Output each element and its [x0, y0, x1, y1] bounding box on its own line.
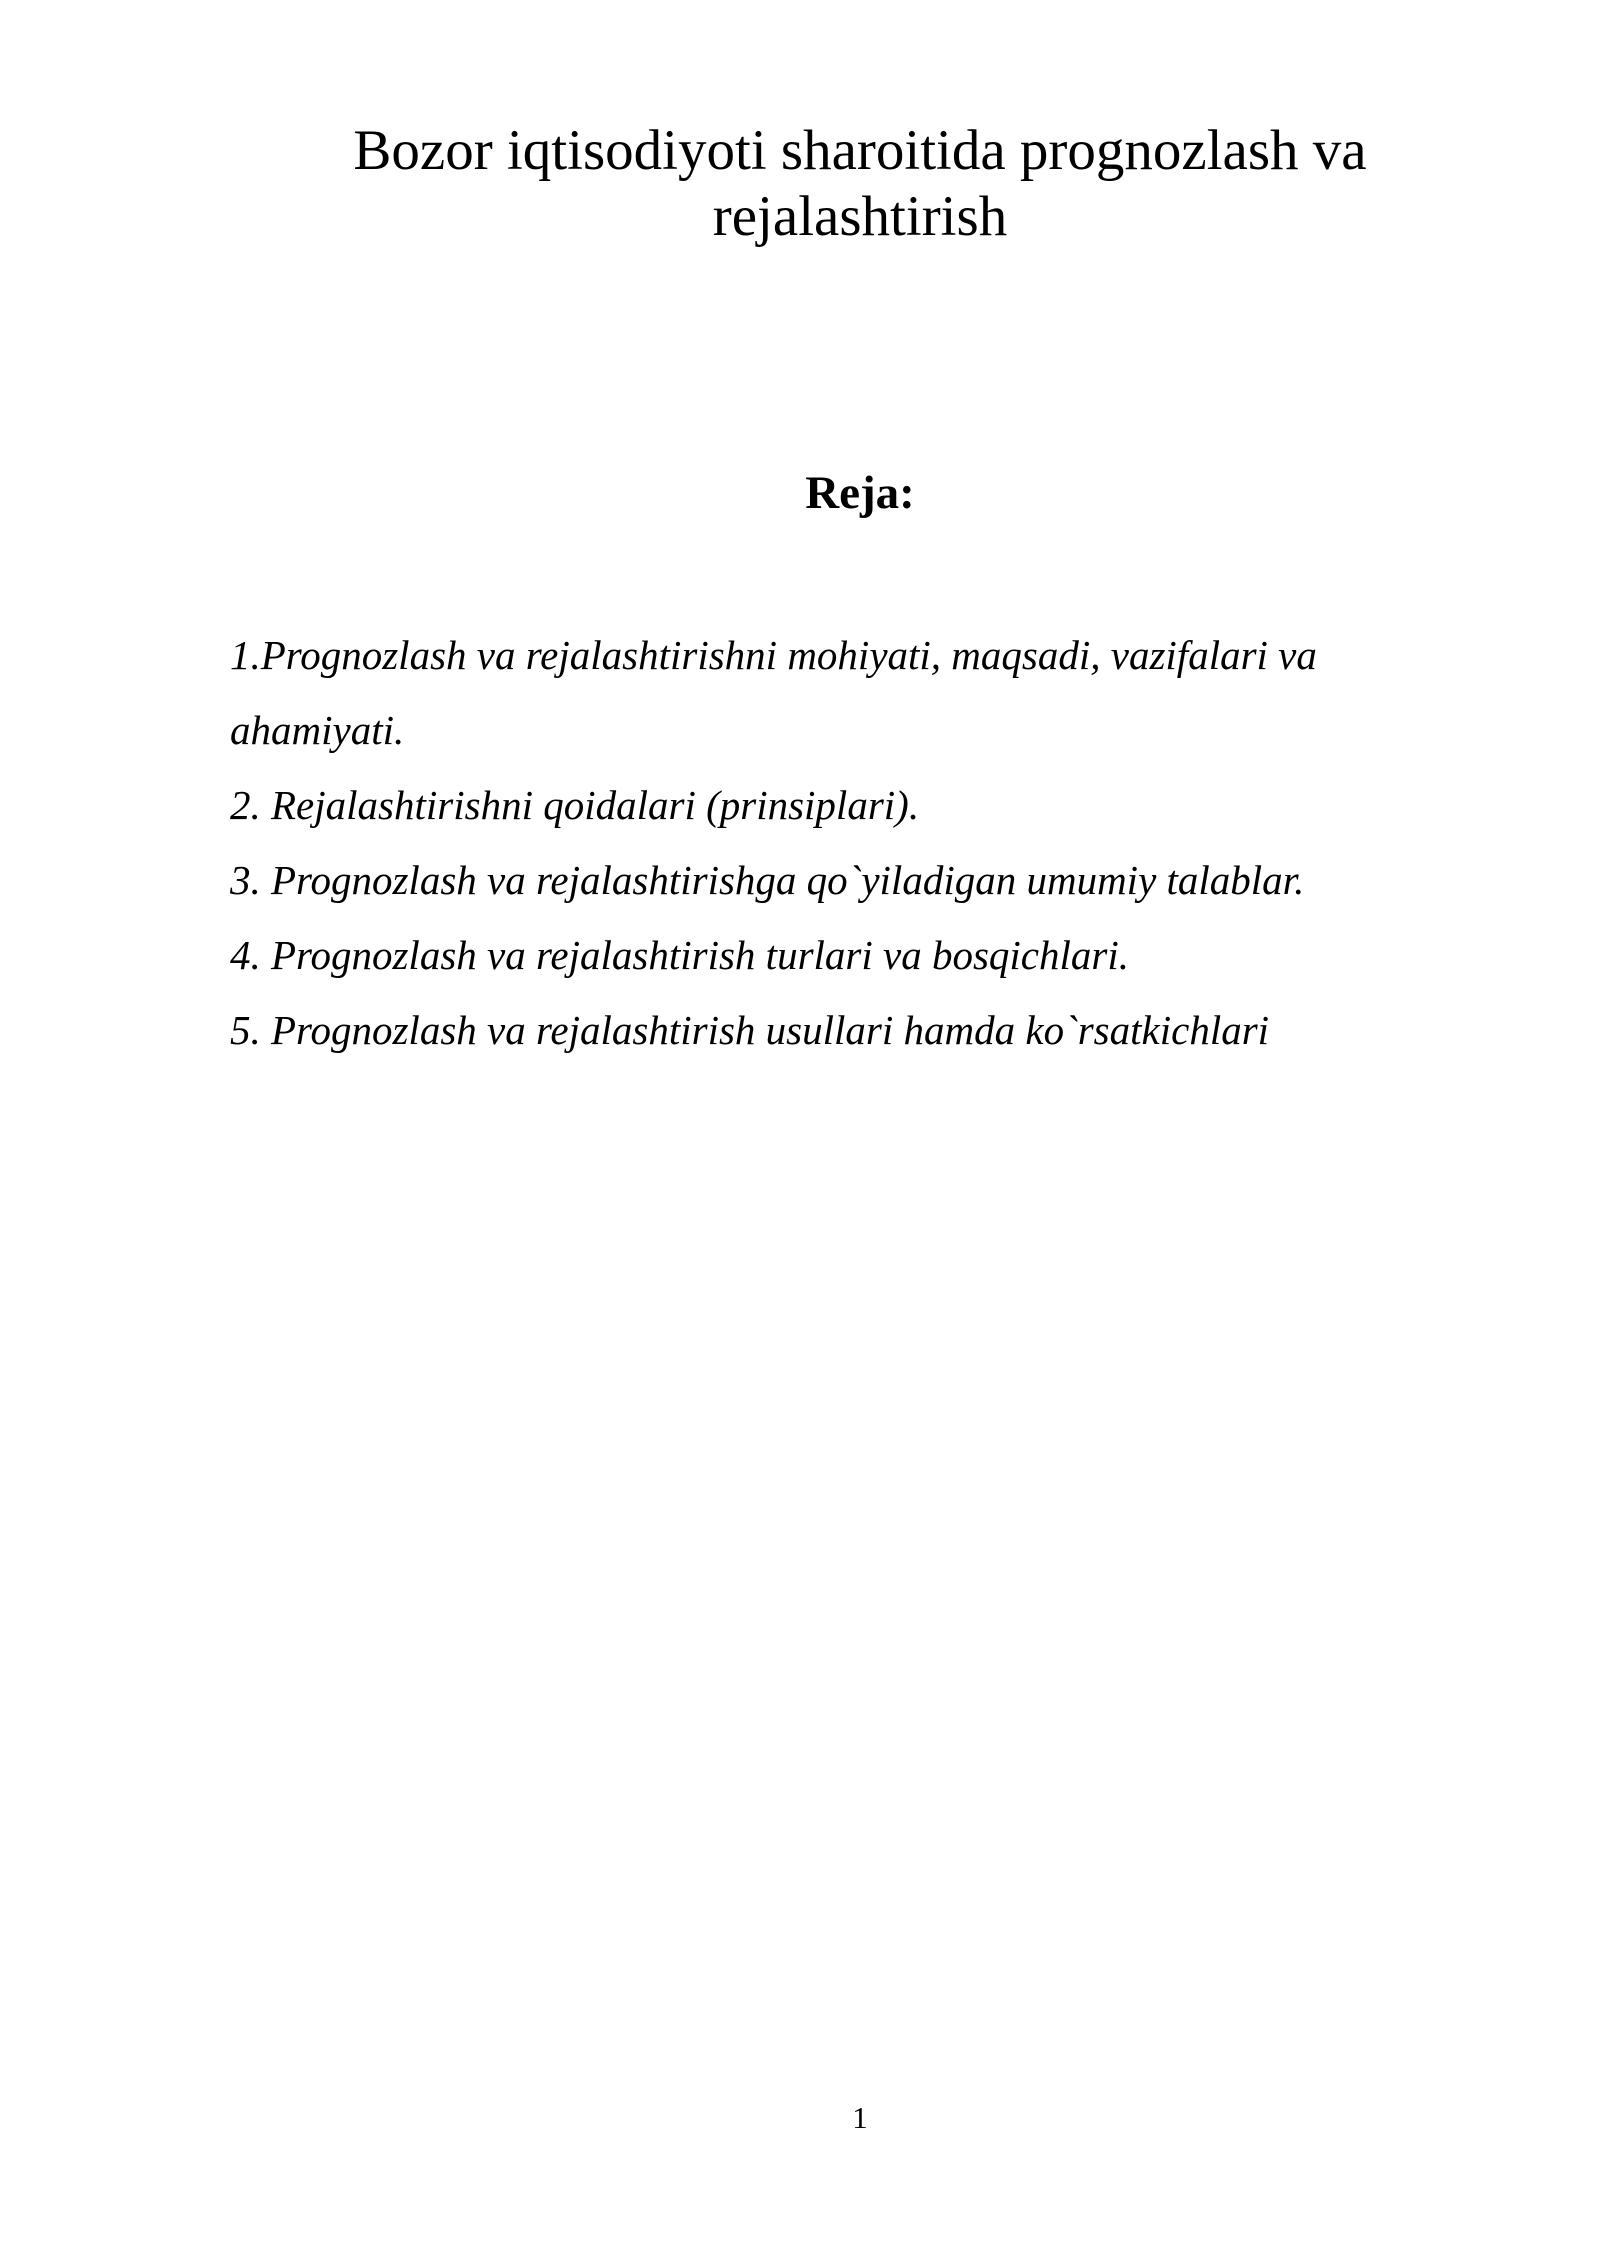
page-number: 1 — [852, 2100, 868, 2135]
document-title — [330, 118, 1390, 250]
plan-heading: Reja: — [805, 467, 915, 519]
plan-item: ahamiyati. — [230, 707, 405, 753]
document-title-line-2: rejalashtirish — [712, 185, 1008, 248]
plan-item: 1.Prognozlash va rejalashtirishni mohiyati, maqsadi, vazifalari va — [230, 632, 1317, 678]
plan-item: 2. Rejalashtirishni qoidalari (prinsiplari). — [230, 782, 920, 828]
document-title-line-1: Bozor iqtisodiyoti sharoitida prognozlash va — [353, 119, 1367, 182]
plan-list — [230, 618, 1410, 1068]
plan-item: 5. Prognozlash va rejalashtirish usullari hamda ko`rsatkichlari — [230, 1007, 1270, 1053]
plan-item: 4. Prognozlash va rejalashtirish turlari va bosqichlari. — [230, 932, 1129, 978]
plan-item: 3. Prognozlash va rejalashtirishga qo`yiladigan umumiy talablar. — [230, 857, 1305, 903]
